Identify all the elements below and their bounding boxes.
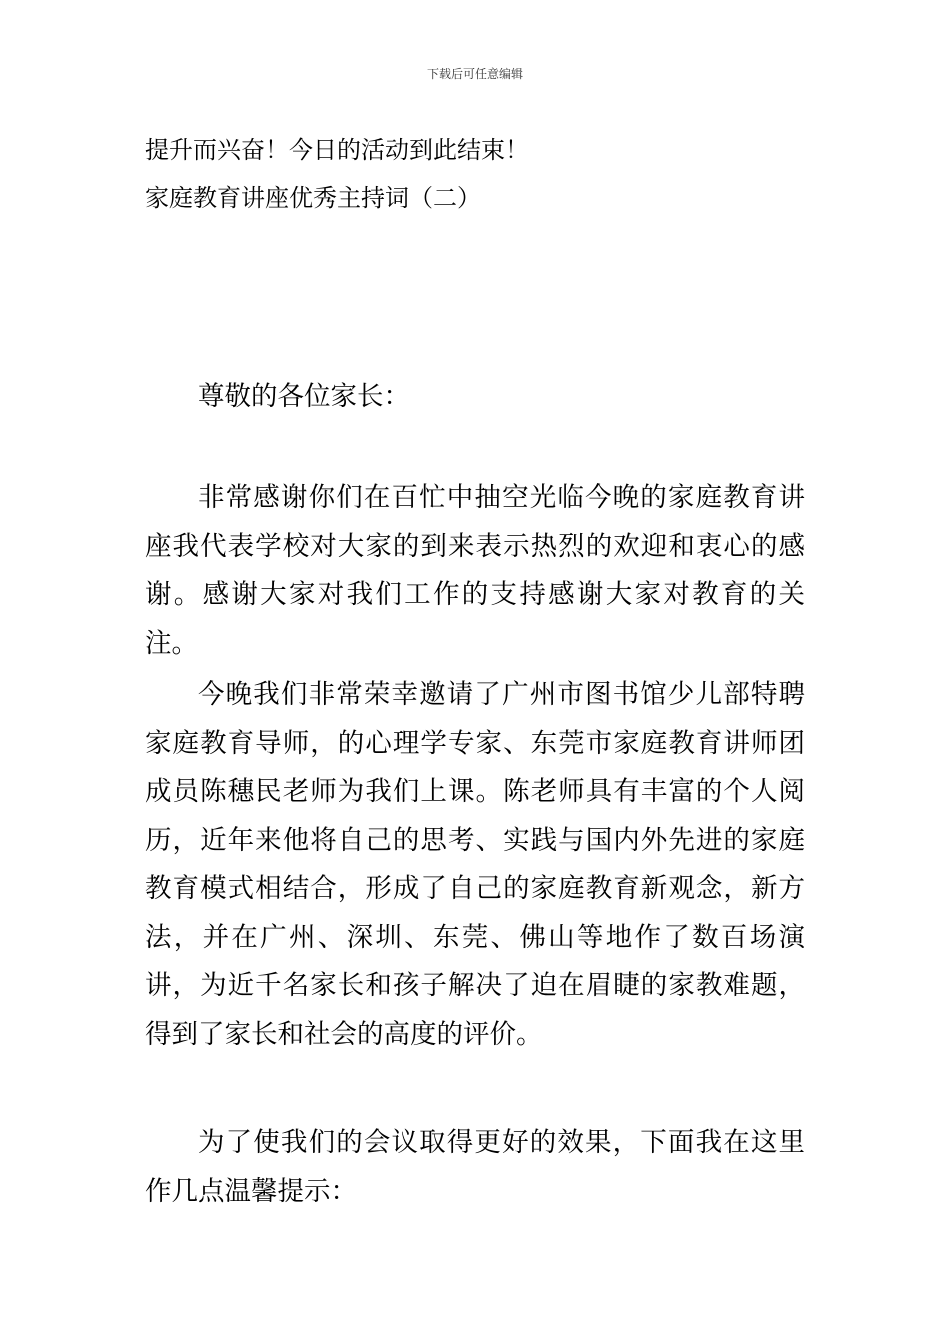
closing-line: 提升而兴奋！今日的活动到此结束！ <box>145 136 529 164</box>
paragraph-speaker-intro: 今晚我们非常荣幸邀请了广州市图书馆少儿部特聘家庭教育导师，的心理学专家、东莞市家庭教育讲师团成员陈穗民老师为我们上课。陈老师具有丰富的个人阅历，近年来他将自己的思考、实践与国内外先进的家庭教育模式相结合，形成了自己的家庭教育新观念，新方法，并在广州、深圳、东莞、佛山等地作了数百场演讲，为近千名家长和孩子解决了迫在眉睫的家教难题，得到了家长和社会的高度的评价。 <box>145 679 805 1050</box>
paragraph-welcome: 非常感谢你们在百忙中抽空光临今晚的家庭教育讲座我代表学校对大家的到来表示热烈的欢迎和衷心的感谢。感谢大家对我们工作的支持感谢大家对教育的关注。 <box>145 482 805 659</box>
salutation: 尊敬的各位家长： <box>198 381 410 412</box>
section-title: 家庭教育讲座优秀主持词（二） <box>145 184 481 212</box>
page-header-note: 下载后可任意编辑 <box>426 67 523 81</box>
paragraph-reminders: 为了使我们的会议取得更好的效果，下面我在这里作几点温馨提示： <box>145 1127 805 1207</box>
